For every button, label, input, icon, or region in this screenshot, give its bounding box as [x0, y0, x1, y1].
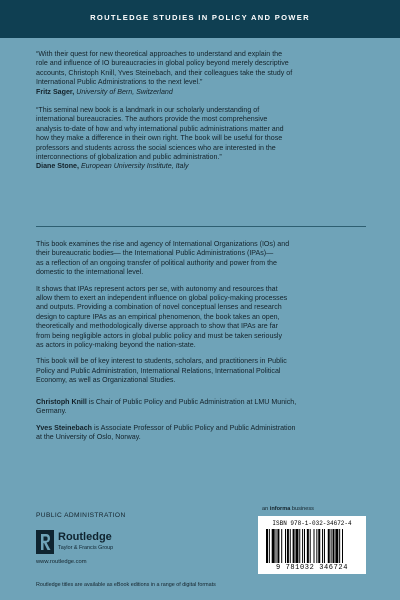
barcode-bars-icon: [266, 529, 358, 563]
endorser-affiliation: European University Institute, Italy: [80, 162, 189, 171]
description-paragraph-3: [36, 357, 368, 385]
author-bio-2: [36, 424, 368, 443]
isbn-label: ISBN 978-1-032-34672-4: [272, 520, 352, 527]
quote-line: accounts, Christoph Knill, Yves Steinebach, and their colleagues take the study of: [36, 68, 293, 77]
quote-line: professors and students across the social sciences who are interested in the: [36, 143, 276, 152]
author-bio-1: [36, 398, 368, 417]
quote-line: “This seminal new book is a landmark in our scholarly understanding of: [36, 106, 260, 115]
bio-line: at the University of Oslo, Norway.: [36, 432, 141, 441]
business-suffix: business: [291, 506, 314, 512]
business-brand: informa: [269, 506, 291, 512]
description-line: as actors in policy-making beyond the nation-state.: [36, 341, 196, 350]
subject-category: PUBLIC ADMINISTRATION: [36, 512, 126, 519]
ebook-note: Routledge titles are available as eBook editions in a range of digital formats: [36, 582, 216, 588]
description-line: Economy, as well as Organizational Studies.: [36, 376, 176, 385]
informa-business-tag: [262, 506, 314, 512]
barcode-digits: 9 781032 346724: [275, 564, 348, 572]
description-line: This book examines the rise and agency of International Organizations (IOs) and: [36, 240, 290, 248]
publisher-name: Routledge: [58, 531, 112, 543]
endorsements: [36, 50, 368, 181]
description-line: design to capture IPAs as an empirical phenomenon, the book takes an open,: [36, 312, 280, 321]
description-line: It shows that IPAs represent actors per se, with autonomy and resources that: [36, 284, 278, 293]
description-line: from being negligible actors in global public policy and must be taken seriously: [36, 331, 283, 340]
endorsement-quote-1: [36, 50, 368, 97]
author-name: Christoph Knill: [36, 397, 87, 406]
endorsement-attribution: Fritz Sager, University of Bern, Switzerland: [36, 87, 173, 96]
quote-line: International Public Administrations to the next level.”: [36, 78, 203, 87]
author-name: Yves Steinebach: [36, 423, 92, 432]
quote-line: “With their quest for new theoretical approaches to understand and explain the: [36, 50, 283, 58]
publisher-group: Taylor & Francis Group: [58, 545, 114, 551]
description-line: and outputs. Providing a combination of novel conceptual lenses and research: [36, 303, 282, 312]
bio-line: is Associate Professor of Public Policy and Public Administration: [93, 423, 296, 432]
endorsement-quote-2: [36, 106, 368, 172]
bio-line: is Chair of Public Policy and Public Administration at LMU Munich,: [88, 397, 297, 406]
publisher-logo: [36, 530, 146, 556]
description-line: allow them to exert an independent influence on global policy-making processes: [36, 294, 288, 303]
quote-line: how they make a difference in their own right. The book will be useful for those: [36, 134, 283, 143]
description-line: as a reflection of an ongoing transfer of political authority and power from the: [36, 258, 277, 267]
quote-line: role and influence of IO bureaucracies in global policy beyond merely descriptive: [36, 59, 289, 68]
endorser-name: Diane Stone: [36, 162, 77, 171]
endorsement-attribution: Diane Stone, European University Institute, Italy: [36, 162, 189, 171]
description-line: Policy and Public Administration, International Relations, International Political: [36, 366, 281, 375]
section-divider: [36, 226, 366, 227]
description-paragraph-2: [36, 285, 368, 351]
description-line: their bureaucratic bodies— the International Public Administrations (IPAs)—: [36, 249, 274, 258]
book-description: [36, 240, 368, 449]
publisher-url: www.routledge.com: [36, 559, 87, 565]
description-line: theoretically and methodologically diverse approach to show that IPAs are far: [36, 322, 278, 331]
business-prefix: an: [262, 506, 269, 512]
endorser-affiliation: University of Bern, Switzerland: [76, 87, 173, 96]
routledge-r-icon: [36, 530, 54, 554]
quote-line: international bureaucracies. The authors provide the most comprehensive: [36, 115, 268, 124]
quote-line: analysis to-date of how and why international public administrations matter and: [36, 124, 284, 133]
series-title: ROUTLEDGE STUDIES IN POLICY AND POWER: [90, 13, 310, 22]
description-line: This book will be of key interest to students, scholars, and practitioners in Public: [36, 357, 287, 366]
description-paragraph-1: [36, 240, 368, 278]
series-header-bar: [0, 0, 400, 38]
isbn-barcode: [258, 516, 366, 574]
description-line: domestic to the international level.: [36, 268, 144, 277]
bio-line: Germany.: [36, 407, 67, 416]
endorser-name: Fritz Sager: [36, 87, 73, 96]
quote-line: interconnections of globalization and public administration.”: [36, 153, 222, 162]
